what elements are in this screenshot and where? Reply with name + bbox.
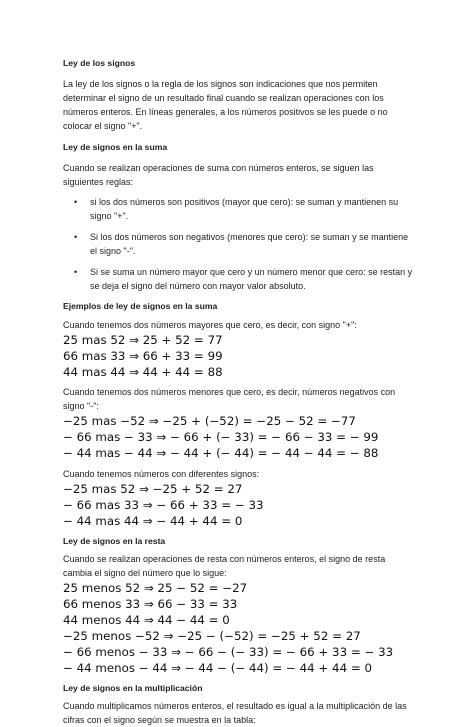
suma-intro: Cuando se realizan operaciones de suma con números enteros, se siguen las siguientes reglas:: [63, 163, 374, 187]
equation-line: 44 mas 44 ⇒ 44 + 44 = 88: [63, 365, 223, 379]
list-item: [63, 265, 415, 293]
list-item: [63, 195, 415, 223]
multiplicacion-intro: Cuando multiplicamos números enteros, el resultado es igual a la multiplicación de las cifras con el signo según se muestra en la tabla:: [63, 701, 407, 725]
rule-text: si los dos números son positivos (mayor que cero): se suman y mantienen su signo "+".: [90, 197, 399, 221]
equation-line: − 44 mas − 44 ⇒ − 44 + (− 44) = − 44 − 44 = − 88: [63, 446, 379, 460]
equation-line: −25 mas 52 ⇒ −25 + 52 = 27: [63, 482, 243, 496]
document-content: [63, 57, 415, 727]
section-heading-resta: Ley de signos en la resta: [63, 536, 166, 546]
equation-line: 66 mas 33 ⇒ 66 + 33 = 99: [63, 349, 223, 363]
bullet-icon: •: [74, 232, 78, 242]
bullet-icon: •: [74, 197, 78, 207]
section-heading-multiplicacion: Ley de signos en la multiplicación: [63, 683, 203, 693]
equation-line: 25 mas 52 ⇒ 25 + 52 = 77: [63, 333, 223, 347]
bullet-icon: •: [74, 267, 78, 277]
intro-paragraph: La ley de los signos o la regla de los signos son indicaciones que nos permiten determinar el signo de un resultado final cuando se realizan operaciones con los números enteros. En líneas generales, a los números positivos se les puede o no colocar el signo "+".: [63, 79, 388, 131]
section-heading-suma: Ley de signos en la suma: [63, 142, 168, 152]
equation-line: − 66 menos − 33 ⇒ − 66 − (− 33) = − 66 + 33 = − 33: [63, 645, 394, 659]
equation-line: − 66 mas − 33 ⇒ − 66 + (− 33) = − 66 − 33 = − 99: [63, 430, 379, 444]
negativos-intro: Cuando tenemos dos números menores que cero, es decir, números negativos con signo "-":: [63, 387, 396, 411]
list-item: [63, 230, 415, 258]
equation-line: − 44 mas 44 ⇒ − 44 + 44 = 0: [63, 514, 243, 528]
equation-line: − 44 menos − 44 ⇒ − 44 − (− 44) = − 44 + 44 = 0: [63, 661, 372, 675]
resta-intro: Cuando se realizan operaciones de resta con números enteros, el signo de resta cambia el signo del número que lo sigue:: [63, 554, 386, 578]
equation-line: 44 menos 44 ⇒ 44 − 44 = 0: [63, 613, 230, 627]
rule-text: Si los dos números son negativos (menores que cero): se suman y se mantiene el signo "-".: [90, 232, 409, 256]
rule-text: Si se suma un número mayor que cero y un número menor que cero: se restan y se deja el signo del número con mayor valor absoluto.: [90, 267, 413, 291]
equation-line: 25 menos 52 ⇒ 25 − 52 = −27: [63, 581, 248, 595]
section-heading-ejemplos-suma: Ejemplos de ley de signos en la suma: [63, 301, 218, 311]
equation-line: − 66 mas 33 ⇒ − 66 + 33 = − 33: [63, 498, 264, 512]
equation-line: 66 menos 33 ⇒ 66 − 33 = 33: [63, 597, 238, 611]
suma-rules-list: [63, 195, 415, 293]
equation-line: −25 menos −52 ⇒ −25 − (−52) = −25 + 52 = 27: [63, 629, 361, 643]
equation-line: −25 mas −52 ⇒ −25 + (−52) = −25 − 52 = −77: [63, 414, 356, 428]
positivos-intro: Cuando tenemos dos números mayores que cero, es decir, con signo "+":: [63, 320, 357, 330]
document-title: Ley de los signos: [63, 58, 136, 68]
mixtos-intro: Cuando tenemos números con diferentes signos:: [63, 469, 260, 479]
